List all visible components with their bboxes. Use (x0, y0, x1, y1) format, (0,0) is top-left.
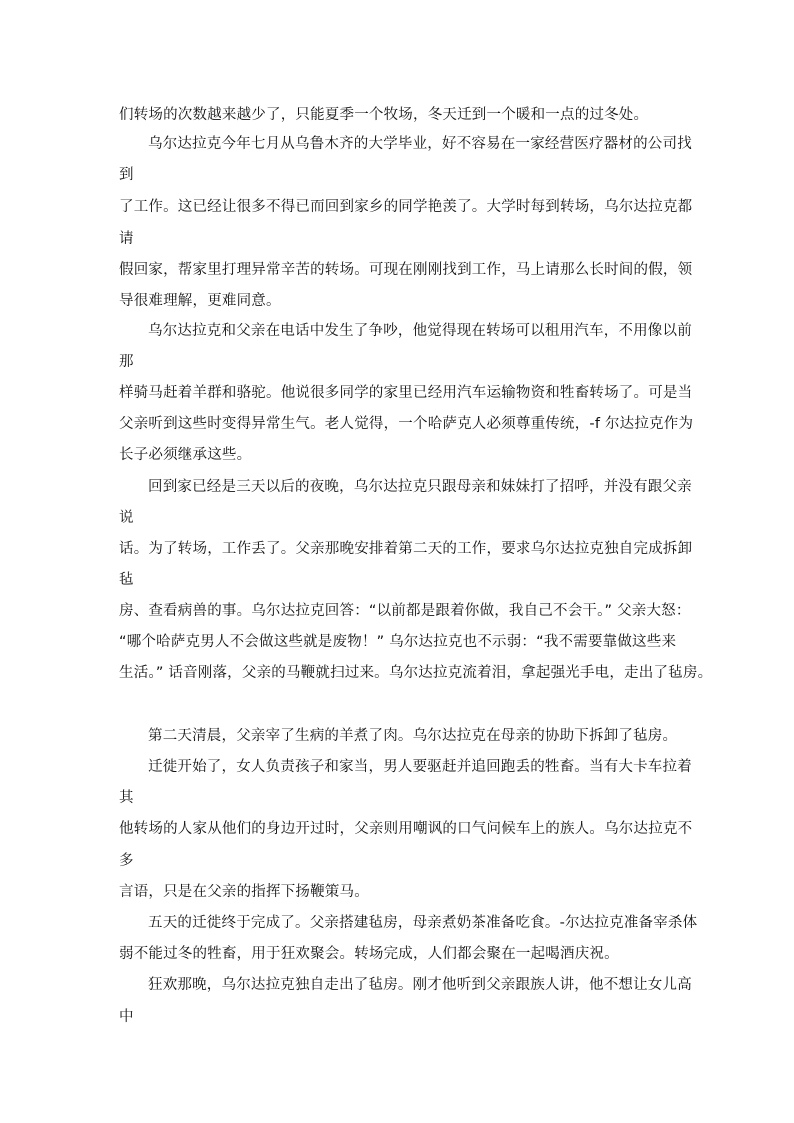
text-line: 话。为了转场，工作丢了。父亲那晚安排着第二天的工作，要求乌尔达拉克独自完成拆卸 (119, 541, 693, 557)
text-line: 第二天清晨，父亲宰了生病的羊煮了肉。乌尔达拉克在母亲的协助下拆卸了毡房。 (148, 728, 678, 744)
text-line: 弱不能过冬的牲畜，用于狂欢聚会。转场完成，人们都会聚在一起喝酒庆祝。 (119, 946, 619, 962)
text-line: “哪个哈萨克男人不会做这些就是废物！” 乌尔达拉克也不示弱：“我不需要靠做这些来 (119, 634, 677, 650)
text-line: 请 (119, 231, 134, 247)
text-line: 五天的迁徙终于完成了。父亲搭建毡房，母亲煮奶茶准备吃食。-尔达拉克准备宰杀体 (148, 915, 698, 931)
text-line: 导很难理解，更难同意。 (119, 293, 281, 309)
text-line: 其 (119, 790, 134, 806)
text-line: 说 (119, 510, 134, 526)
text-line: 了工作。这已经让很多不得已而回到家乡的同学艳羡了。大学时每到转场，乌尔达拉克都 (119, 199, 693, 215)
text-line: 中 (119, 1009, 134, 1025)
text-line: 乌尔达拉克和父亲在电话中发生了争吵，他觉得现在转场可以租用汽车，不用像以前 (148, 323, 692, 339)
text-line: 那 (119, 354, 134, 370)
text-line: 们转场的次数越来越少了，只能夏季一个牧场，冬天迁到一个暖和一点的过冬处。 (119, 107, 649, 123)
text-line: 房、查看病兽的事。乌尔达拉克回答：“以前都是跟着你做，我自己不会干。” 父亲大怒： (119, 603, 691, 619)
text-line: 狂欢那晚，乌尔达拉克独自走出了毡房。刚才他听到父亲跟族人讲，他不想让女儿高 (148, 977, 692, 993)
text-line: 毡 (119, 572, 134, 588)
text-line: 长子必须继承这些。 (119, 447, 252, 463)
text-line: 样骑马赶着羊群和骆驼。他说很多同学的家里已经用汽车运输物资和牲畜转场了。可是当 (119, 385, 693, 401)
text-line: 父亲听到这些时变得异常生气。老人觉得，一个哈萨克人必须尊重传统，-f 尔达拉克作为 (119, 416, 694, 432)
text-line: 他转场的人家从他们的身边开过时，父亲则用嘲讽的口气问候车上的族人。乌尔达拉克不 (119, 821, 693, 837)
text-line: 迁徙开始了，女人负责孩子和家当，男人要驱赶并追回跑丢的牲畜。当有大卡车拉着 (148, 759, 692, 775)
text-line: 生活。” 话音刚落，父亲的马鞭就扫过来。乌尔达拉克流着泪，拿起强光手电，走出了毡房。 (119, 665, 713, 681)
text-line: 乌尔达拉克今年七月从乌鲁木齐的大学毕业，好不容易在一家经营医疗器材的公司找 (148, 136, 692, 152)
text-line: 言语，只是在父亲的指挥下扬鞭策马。 (119, 884, 369, 900)
text-line: 假回家，帮家里打理异常辛苦的转场。可现在刚刚找到工作，马上请那么长时间的假，领 (119, 262, 693, 278)
text-line: 多 (119, 853, 134, 869)
text-line: 回到家已经是三天以后的夜晚，乌尔达拉克只跟母亲和妹妹打了招呼，并没有跟父亲 (148, 479, 692, 495)
text-line: 到 (119, 167, 134, 183)
